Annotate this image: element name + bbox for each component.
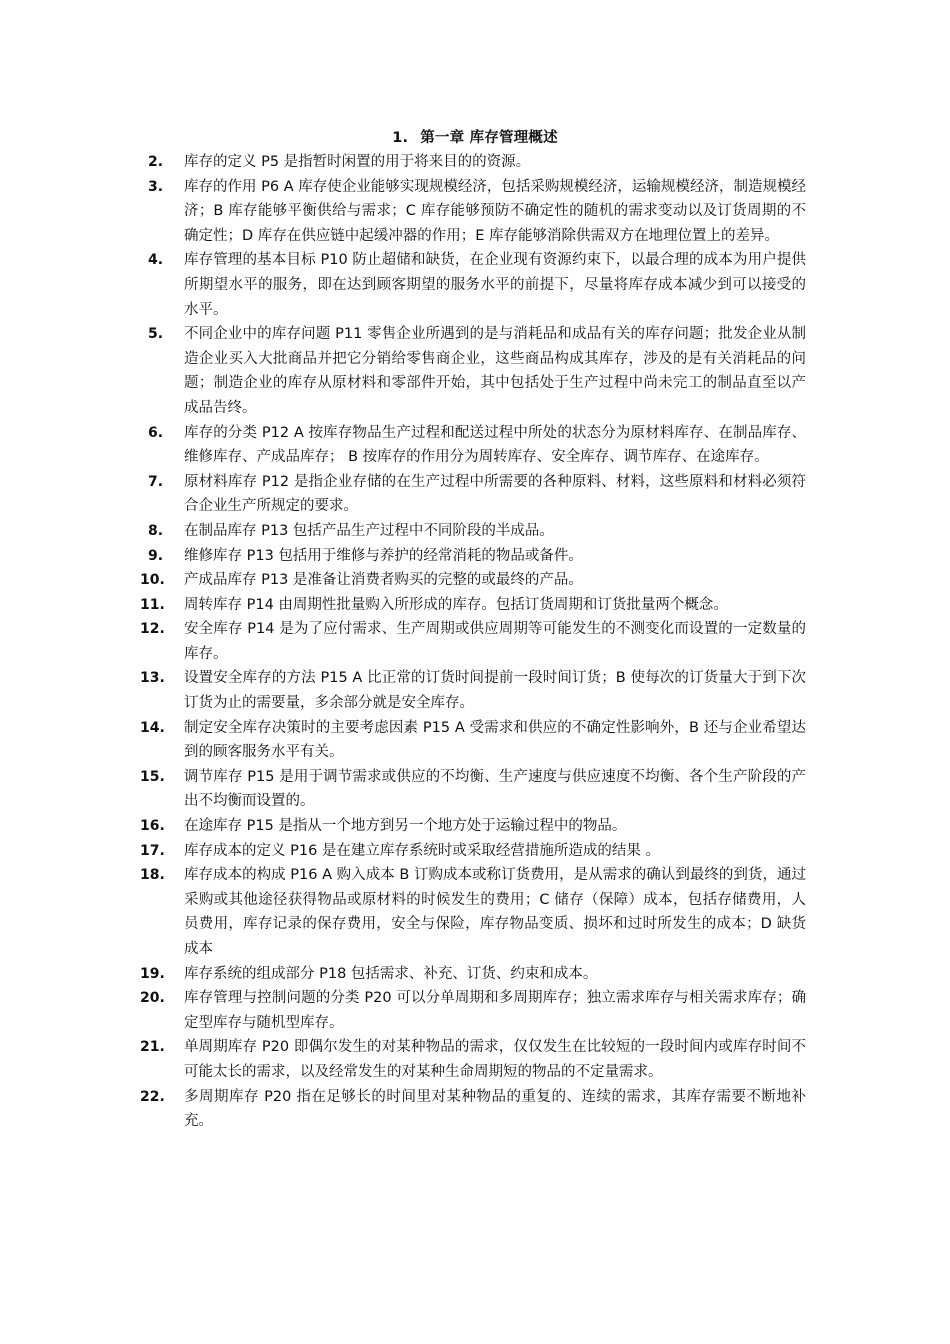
list-item [0, 544, 806, 569]
list-item-text: 库存成本的构成 P16 A 购入成本 B 订购成本或称订货费用，是从需求的确认到最终的到货，通过采购或其他途径获得物品或原材料的时候发生的费用；C 储存（保障）成本，包括存储费用，人员费用，库存记录的保存费用，安全与保险，库存物品变质、损坏和过时所发生的成本；D 缺货成本 [184, 867, 806, 957]
list-item-text: 库存管理的基本目标 P10 防止超储和缺货，在企业现有资源约束下，以最合理的成本为用户提供所期望水平的服务，即在达到顾客期望的服务水平的前提下，尽量将库存成本减少到可以接受的水平。 [184, 252, 806, 318]
list-item [0, 470, 806, 519]
list-item-number: 16. [140, 818, 165, 835]
list-item-number: 6. [148, 424, 164, 441]
list-item-number: 9. [148, 547, 164, 564]
list-item-text: 制定安全库存决策时的主要考虑因素 P15 A 受需求和供应的不确定性影响外，B 还与企业希望达到的顾客服务水平有关。 [184, 719, 806, 761]
list-item-text: 库存的分类 P12 A 按库存物品生产过程和配送过程中所处的状态分为原材料库存、在制品库存、维修库存、产成品库存； B 按库存的作用分为周转库存、安全库存、调节库存、在途库存。 [184, 424, 806, 466]
list-item-number: 5. [148, 326, 164, 343]
list-item-number: 7. [148, 473, 164, 490]
numbered-list [0, 150, 950, 1134]
list-item [0, 568, 806, 593]
list-item-number: 10. [140, 572, 165, 589]
list-item-text: 库存管理与控制问题的分类 P20 可以分单周期和多周期库存；独立需求库存与相关需求库存；确定型库存与随机型库存。 [184, 990, 806, 1031]
list-item-text: 产成品库存 P13 是准备让消费者购买的完整的或最终的产品。 [184, 572, 583, 589]
list-item-text: 调节库存 P15 是用于调节需求或供应的不均衡、生产速度与供应速度不均衡、各个生产阶段的产出不均衡而设置的。 [184, 768, 806, 810]
list-item-text: 库存的作用 P6 A 库存使企业能够实现规模经济，包括采购规模经济，运输规模经济，制造规模经济；B 库存能够平衡供给与需求；C 库存能够预防不确定性的随机的需求变动以及订货周期的不确定性；D 库存在供应链中起缓冲器的作用；E 库存能够消除供需双方在地理位置上的差异。 [184, 178, 806, 244]
list-item-text: 库存系统的组成部分 P18 包括需求、补充、订货、约束和成本。 [184, 965, 598, 982]
list-item [0, 519, 806, 544]
list-item [0, 814, 806, 839]
list-item-number: 13. [140, 670, 165, 687]
list-item-text: 单周期库存 P20 即偶尔发生的对某种物品的需求，仅仅发生在比较短的一段时间内或库存时间不可能太长的需求，以及经常发生的对某种生命周期短的物品的不定量需求。 [184, 1039, 806, 1080]
list-item-text: 周转库存 P14 由周期性批量购入所形成的库存。包括订货周期和订货批量两个概念。 [184, 596, 728, 613]
list-item [0, 175, 806, 249]
list-item [0, 986, 806, 1035]
list-item [0, 421, 806, 470]
list-item-number: 22. [140, 1088, 165, 1105]
list-item-text: 库存的定义 P5 是指暂时闲置的用于将来目的的资源。 [184, 154, 531, 170]
chapter-title-text: 第一章 库存管理概述 [420, 130, 558, 146]
list-item [0, 839, 806, 864]
list-item-number: 2. [148, 154, 164, 170]
list-item-number: 3. [148, 178, 164, 195]
list-item [0, 765, 806, 814]
list-item-number: 14. [140, 719, 165, 736]
list-item [0, 150, 806, 175]
list-item-number: 17. [140, 842, 165, 859]
list-item [0, 666, 806, 715]
list-item-text: 在途库存 P15 是指从一个地方到另一个地方处于运输过程中的物品。 [184, 818, 627, 835]
list-item [0, 962, 806, 987]
chapter-title [0, 126, 950, 150]
list-item-number: 20. [140, 990, 165, 1007]
list-item-number: 15. [140, 768, 165, 785]
list-item [0, 322, 806, 420]
list-item-number: 19. [140, 965, 165, 982]
list-item [0, 1035, 806, 1084]
list-item [0, 593, 806, 618]
list-item-text: 多周期库存 P20 指在足够长的时间里对某种物品的重复的、连续的需求，其库存需要不断地补充。 [184, 1088, 806, 1130]
list-item [0, 716, 806, 765]
chapter-number: 1. [392, 130, 409, 146]
list-item-text: 在制品库存 P13 包括产品生产过程中不同阶段的半成品。 [184, 522, 554, 539]
list-item-number: 18. [140, 867, 165, 884]
list-item-text: 原材料库存 P12 是指企业存储的在生产过程中所需要的各种原料、材料，这些原料和材料必须符合企业生产所规定的要求。 [184, 473, 806, 515]
list-item-text: 库存成本的定义 P16 是在建立库存系统时或采取经营措施所造成的结果 。 [184, 842, 661, 859]
list-item-number: 11. [140, 596, 165, 613]
list-item [0, 248, 806, 322]
list-item-text: 设置安全库存的方法 P15 A 比正常的订货时间提前一段时间订货；B 使每次的订货量大于到下次订货为止的需要量，多余部分就是安全库存。 [184, 670, 806, 712]
list-item-number: 8. [148, 522, 164, 539]
list-item [0, 863, 806, 961]
list-item-text: 不同企业中的库存问题 P11 零售企业所遇到的是与消耗品和成品有关的库存问题；批发企业从制造企业买入大批商品并把它分销给零售商企业，这些商品构成其库存，涉及的是有关消耗品的问题；制造企业的库存从原材料和零部件开始，其中包括处于生产过程中尚未完工的制品直至以产成品告终。 [184, 326, 806, 416]
list-item [0, 617, 806, 666]
list-item-number: 4. [148, 252, 164, 269]
list-item-number: 12. [140, 621, 165, 638]
list-item-text: 维修库存 P13 包括用于维修与养护的经常消耗的物品或备件。 [184, 547, 583, 564]
list-item-number: 21. [140, 1039, 165, 1056]
list-item-text: 安全库存 P14 是为了应付需求、生产周期或供应周期等可能发生的不测变化而设置的一定数量的库存。 [184, 621, 806, 662]
list-item [0, 1085, 806, 1134]
